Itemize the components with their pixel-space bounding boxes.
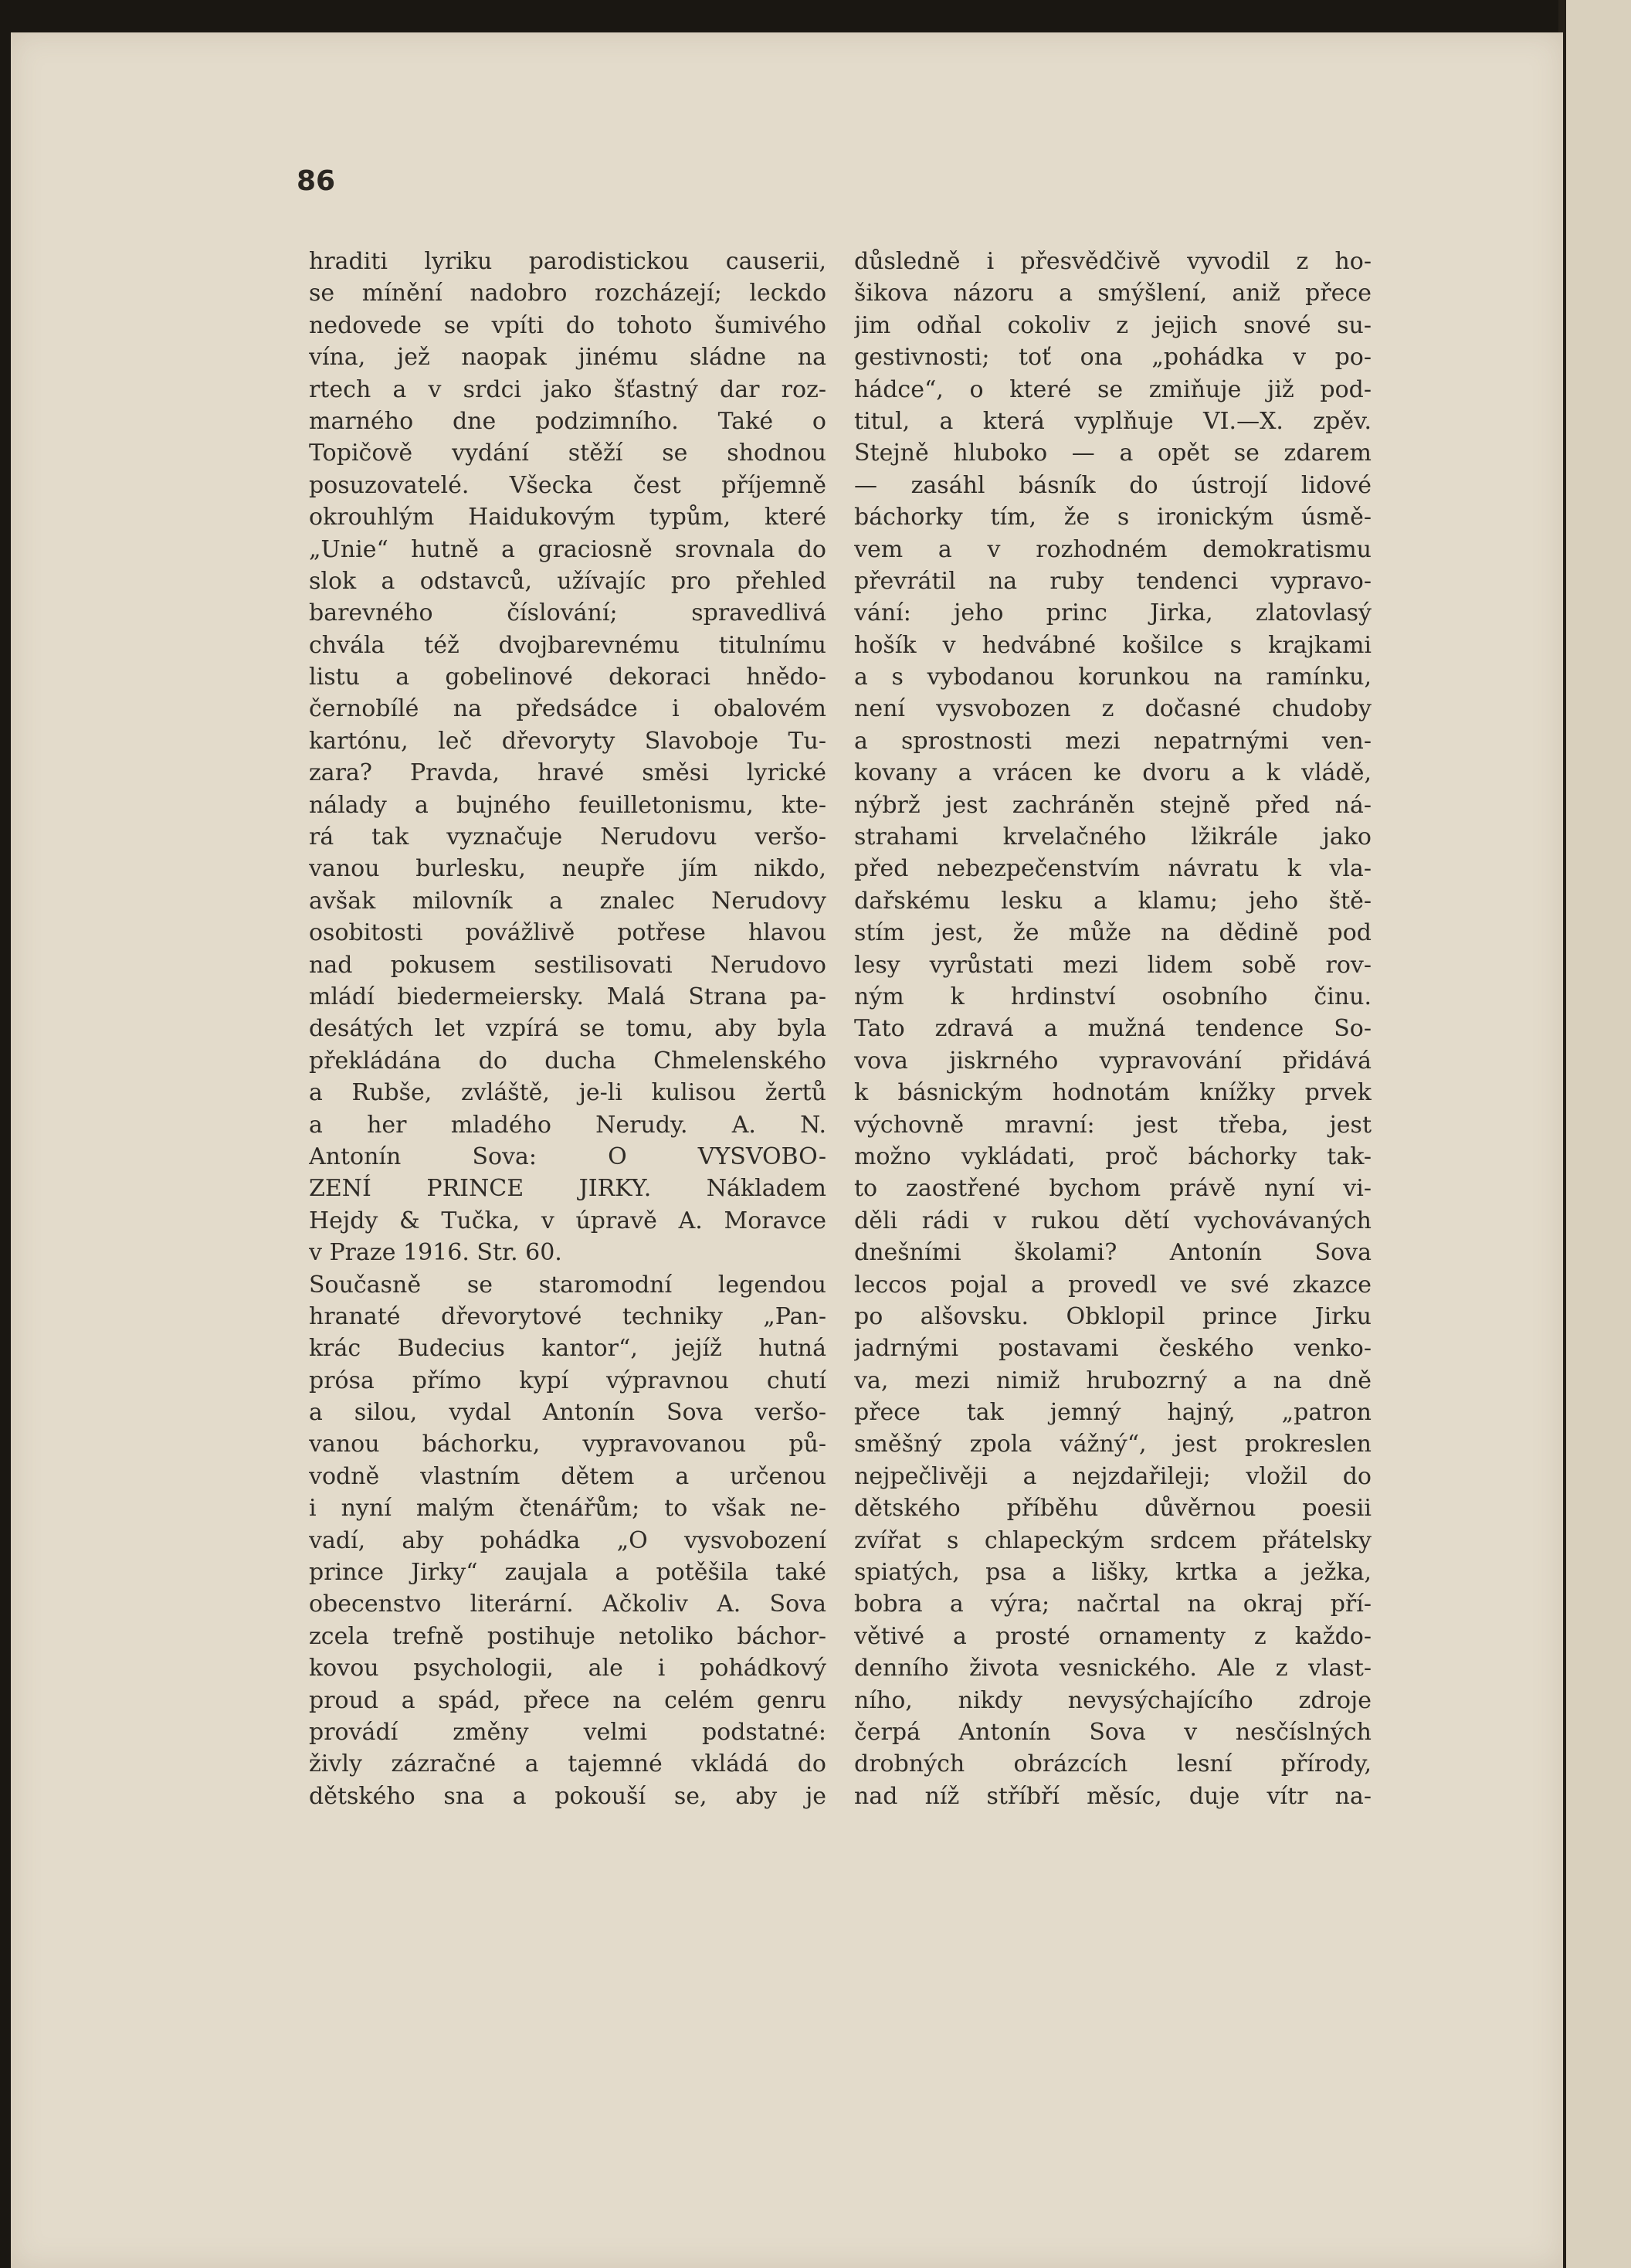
text-line: vanou burlesku, neupře jím nikdo, bbox=[309, 855, 826, 883]
text-line: provádí změny velmi podstatné: bbox=[309, 1718, 826, 1746]
text-line: chvála též dvojbarevnému titulnímu bbox=[309, 631, 826, 659]
text-line: obecenstvo literární. Ačkoliv A. Sova bbox=[309, 1591, 826, 1618]
text-line: důsledně i přesvědčivě vyvodil z ho- bbox=[854, 248, 1372, 275]
text-line: nad níž stříbří měsíc, duje vítr na- bbox=[854, 1782, 1372, 1810]
text-line: hošík v hedvábné košilce s krajkami bbox=[854, 631, 1372, 659]
text-line: a sprostnosti mezi nepatrnými ven- bbox=[854, 727, 1372, 755]
text-line: jadrnými postavami českého venko- bbox=[854, 1335, 1372, 1363]
text-line: vodně vlastním dětem a určenou bbox=[309, 1462, 826, 1490]
text-line: možno vykládati, proč báchorky tak- bbox=[854, 1142, 1372, 1170]
text-line: nálady a bujného feuilletonismu, kte- bbox=[309, 791, 826, 819]
text-line: vova jiskrného vypravování přidává bbox=[854, 1047, 1372, 1075]
text-line: není vysvobozen z dočasné chudoby bbox=[854, 695, 1372, 723]
review-heading-line: ZENÍ PRINCE JIRKY. Nákladem bbox=[309, 1175, 826, 1203]
text-line: výchovně mravní: jest třeba, jest bbox=[854, 1111, 1372, 1139]
text-line: mládí biedermeiersky. Malá Strana pa- bbox=[309, 983, 826, 1010]
text-line: se mínění nadobro rozcházejí; leckdo bbox=[309, 280, 826, 307]
text-line: krác Budecius kantor“, jejíž hutná bbox=[309, 1335, 826, 1363]
text-column-left bbox=[309, 246, 826, 1812]
text-line: avšak milovník a znalec Nerudovy bbox=[309, 887, 826, 915]
text-line: rtech a v srdci jako šťastný dar roz- bbox=[309, 375, 826, 403]
text-line: zara? Pravda, hravé směsi lyrické bbox=[309, 759, 826, 787]
text-line: stím jest, že může na dědině pod bbox=[854, 919, 1372, 947]
text-line: bobra a výra; načrtal na okraj pří- bbox=[854, 1591, 1372, 1618]
text-line: „Unie“ hutně a graciosně srovnala do bbox=[309, 535, 826, 563]
text-line: dětského sna a pokouší se, aby je bbox=[309, 1782, 826, 1810]
text-line: báchorky tím, že s ironickým úsmě- bbox=[854, 504, 1372, 531]
text-line: Stejně hluboko — a opět se zdarem bbox=[854, 440, 1372, 467]
text-line: k básnickým hodnotám knížky prvek bbox=[854, 1079, 1372, 1107]
text-line: drobných obrázcích lesní přírody, bbox=[854, 1750, 1372, 1778]
text-line: hranaté dřevorytové techniky „Pan- bbox=[309, 1302, 826, 1330]
text-line: posuzovatelé. Všecka čest příjemně bbox=[309, 471, 826, 499]
text-line: dnešními školami? Antonín Sova bbox=[854, 1239, 1372, 1267]
text-line: nejpečlivěji a nejzdařileji; vložil do bbox=[854, 1462, 1372, 1490]
text-line: marného dne podzimního. Také o bbox=[309, 407, 826, 435]
text-line: kartónu, leč dřevoryty Slavoboje Tu- bbox=[309, 727, 826, 755]
text-line: desátých let vzpírá se tomu, aby byla bbox=[309, 1015, 826, 1043]
text-line: proud a spád, přece na celém genru bbox=[309, 1686, 826, 1714]
text-line: po alšovsku. Obklopil prince Jirku bbox=[854, 1302, 1372, 1330]
text-line: — zasáhl básník do ústrojí lidové bbox=[854, 471, 1372, 499]
text-line: ního, nikdy nevysýchajícího zdroje bbox=[854, 1686, 1372, 1714]
text-line: strahami krvelačného lžikrále jako bbox=[854, 823, 1372, 851]
text-line: nad pokusem sestilisovati Nerudovo bbox=[309, 951, 826, 979]
text-line: i nyní malým čtenářům; to však ne- bbox=[309, 1495, 826, 1523]
review-heading-line: Hejdy & Tučka, v úpravě A. Moravce bbox=[309, 1207, 826, 1234]
review-heading-line: v Praze 1916. Str. 60. bbox=[309, 1239, 562, 1267]
text-line: prince Jirky“ zaujala a potěšila také bbox=[309, 1559, 826, 1587]
adjacent-page-edge bbox=[1565, 0, 1631, 2268]
text-line: vání: jeho princ Jirka, zlatovlasý bbox=[854, 599, 1372, 627]
text-line: slok a odstavců, užívajíc pro přehled bbox=[309, 567, 826, 595]
text-line: osobitosti povážlivě potřese hlavou bbox=[309, 919, 826, 947]
text-line: ným k hrdinství osobního činu. bbox=[854, 983, 1372, 1010]
text-line: listu a gobelinové dekoraci hnědo- bbox=[309, 664, 826, 691]
text-line: vína, jež naopak jinému sládne na bbox=[309, 344, 826, 372]
text-line: hádce“, o které se zmiňuje již pod- bbox=[854, 375, 1372, 403]
text-line: dětského příběhu důvěrnou poesii bbox=[854, 1495, 1372, 1523]
text-line: Topičově vydání stěží se shodnou bbox=[309, 440, 826, 467]
text-line: kovou psychologii, ale i pohádkový bbox=[309, 1655, 826, 1682]
text-line: čerpá Antonín Sova v nesčíslných bbox=[854, 1718, 1372, 1746]
text-line: Současně se staromodní legendou bbox=[309, 1271, 826, 1299]
text-line: směšný zpola vážný“, jest prokreslen bbox=[854, 1431, 1372, 1458]
text-line: to zaostřené bychom právě nyní vi- bbox=[854, 1175, 1372, 1203]
text-line: zcela trefně postihuje netoliko báchor- bbox=[309, 1622, 826, 1650]
text-line: vadí, aby pohádka „O vysvobození bbox=[309, 1526, 826, 1554]
text-line: dařskému lesku a klamu; jeho ště- bbox=[854, 887, 1372, 915]
text-line: nýbrž jest zachráněn stejně před ná- bbox=[854, 791, 1372, 819]
text-line: vem a v rozhodném demokratismu bbox=[854, 535, 1372, 563]
text-line: nedovede se vpíti do tohoto šumivého bbox=[309, 311, 826, 339]
text-line: spiatých, psa a lišky, krtka a ježka, bbox=[854, 1559, 1372, 1587]
text-line: děli rádi v rukou dětí vychovávaných bbox=[854, 1207, 1372, 1234]
text-line: okrouhlým Haidukovým typům, které bbox=[309, 504, 826, 531]
text-line: převrátil na ruby tendenci vypravo- bbox=[854, 567, 1372, 595]
text-line: a Rubše, zvláště, je-li kulisou žertů bbox=[309, 1079, 826, 1107]
review-heading-line: Antonín Sova: O VYSVOBO- bbox=[309, 1142, 826, 1170]
text-line: kovany a vrácen ke dvoru a k vládě, bbox=[854, 759, 1372, 787]
text-line: titul, a která vyplňuje VI.—X. zpěv. bbox=[854, 407, 1372, 435]
review-signature-line: a her mladého Nerudy. A. N. bbox=[309, 1111, 826, 1139]
text-line: lesy vyrůstati mezi lidem sobě rov- bbox=[854, 951, 1372, 979]
text-line: denního života vesnického. Ale z vlast- bbox=[854, 1655, 1372, 1682]
text-line: před nebezpečenstvím návratu k vla- bbox=[854, 855, 1372, 883]
text-line: zvířat s chlapeckým srdcem přátelsky bbox=[854, 1526, 1372, 1554]
page-number: 86 bbox=[297, 165, 336, 197]
text-line: jim odňal cokoliv z jejich snové su- bbox=[854, 311, 1372, 339]
text-column-right bbox=[854, 246, 1372, 1812]
text-line: a silou, vydal Antonín Sova veršo- bbox=[309, 1399, 826, 1427]
text-line: větivé a prosté ornamenty z každo- bbox=[854, 1622, 1372, 1650]
text-line: hraditi lyriku parodistickou causerii, bbox=[309, 248, 826, 275]
text-line: va, mezi nimiž hrubozrný a na dně bbox=[854, 1367, 1372, 1394]
text-line: přece tak jemný hajný, „patron bbox=[854, 1399, 1372, 1427]
text-line: překládána do ducha Chmelenského bbox=[309, 1047, 826, 1075]
text-line: šikova názoru a smýšlení, aniž přece bbox=[854, 280, 1372, 307]
text-line: barevného číslování; spravedlivá bbox=[309, 599, 826, 627]
text-line: leccos pojal a provedl ve své zkazce bbox=[854, 1271, 1372, 1299]
text-line: živly zázračné a tajemné vkládá do bbox=[309, 1750, 826, 1778]
text-line: vanou báchorku, vypravovanou pů- bbox=[309, 1431, 826, 1458]
text-line: a s vybodanou korunkou na ramínku, bbox=[854, 664, 1372, 691]
text-line: gestivnosti; toť ona „pohádka v po- bbox=[854, 344, 1372, 372]
text-line: Tato zdravá a mužná tendence So- bbox=[854, 1015, 1372, 1043]
text-line: černobílé na předsádce i obalovém bbox=[309, 695, 826, 723]
text-line: rá tak vyznačuje Nerudovu veršo- bbox=[309, 823, 826, 851]
text-line: prósa přímo kypí výpravnou chutí bbox=[309, 1367, 826, 1394]
